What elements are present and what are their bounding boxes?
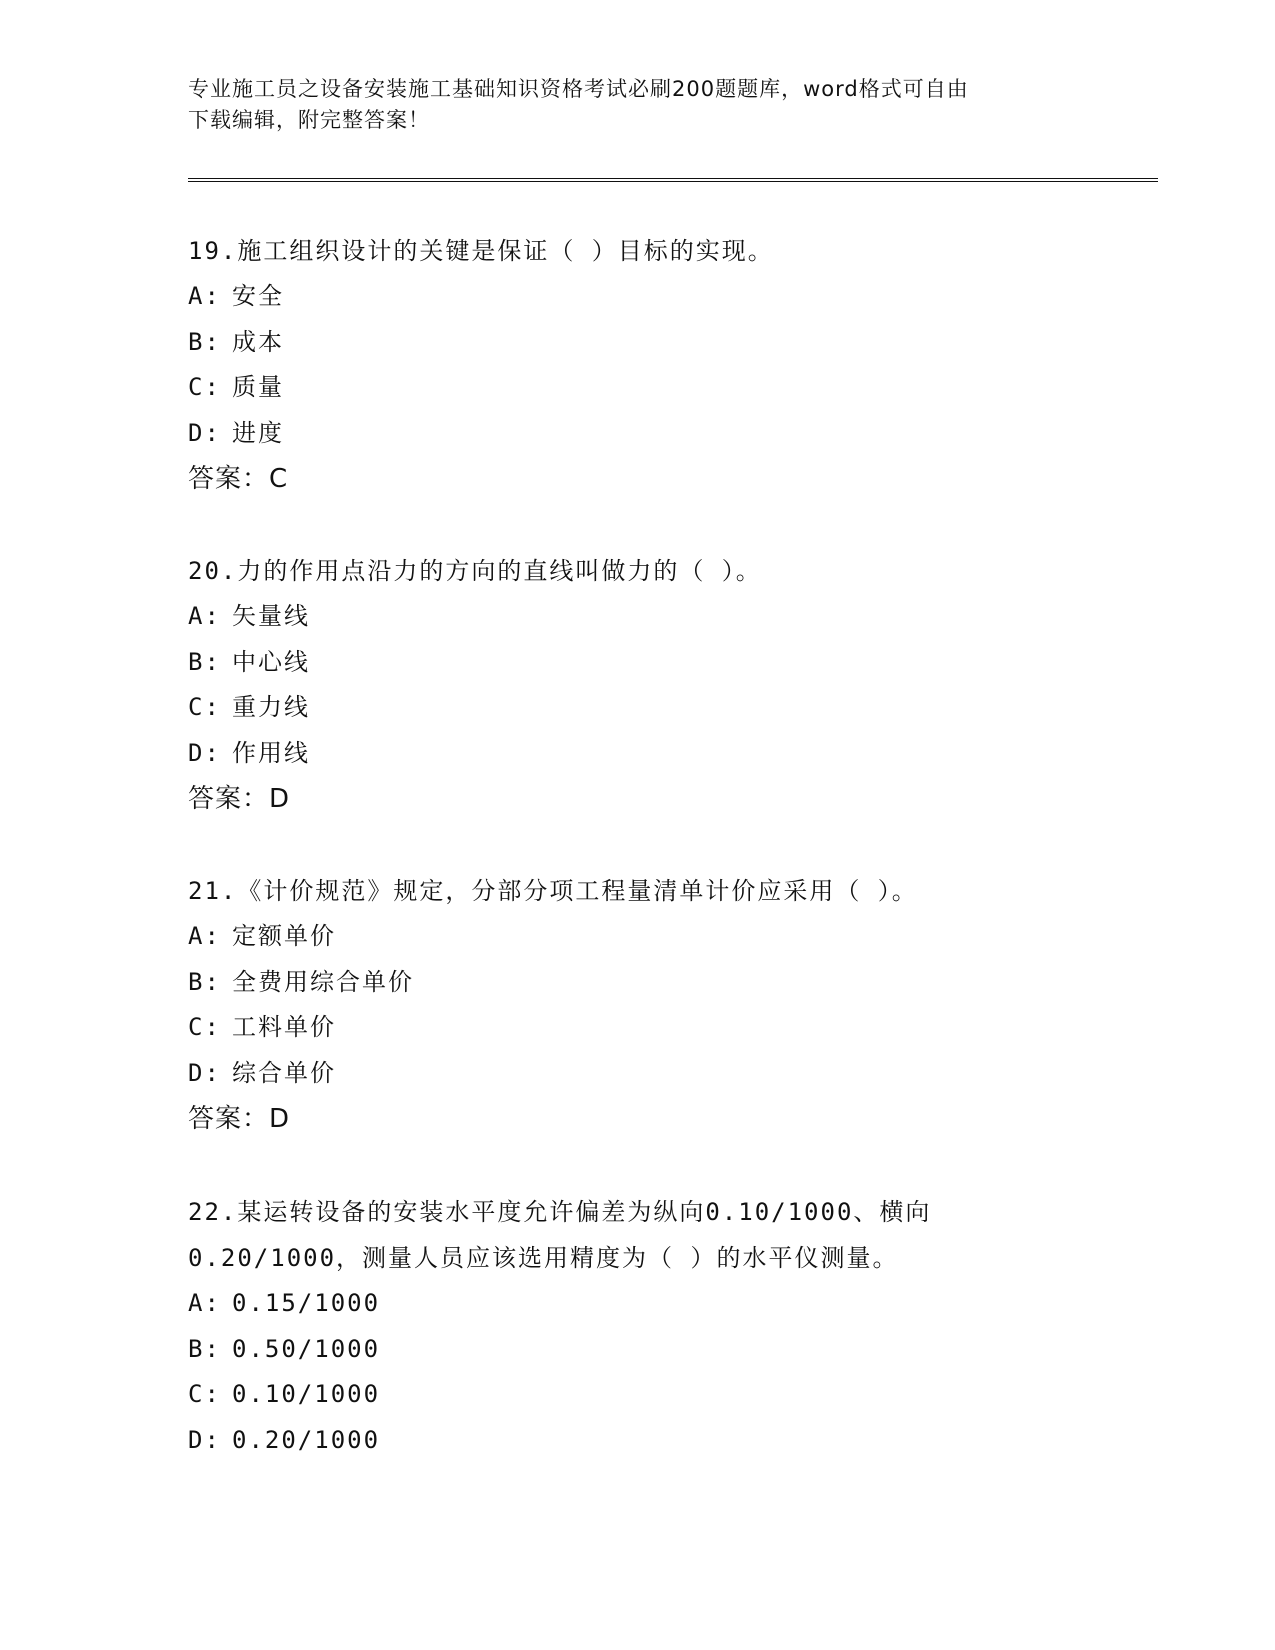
option-letter: D: <box>188 1058 221 1087</box>
option-text: 综合单价 <box>232 1058 336 1087</box>
option-a <box>188 274 1188 320</box>
option-letter: A: <box>188 922 221 950</box>
header-line-1: 专业施工员之设备安装施工基础知识资格考试必刷200题题库，word格式可自由 <box>188 77 969 101</box>
answer-line: 答案：D <box>188 784 291 814</box>
option-b <box>188 640 1188 686</box>
option-c <box>188 1372 1188 1418</box>
question-stem-line-2: 0.20/1000，测量人员应该选用精度为（ ）的水平仪测量。 <box>188 1244 899 1272</box>
option-a <box>188 1281 1188 1327</box>
option-d <box>188 731 1188 777</box>
option-letter: C: <box>188 693 221 721</box>
option-text: 定额单价 <box>232 922 336 950</box>
option-d <box>188 1418 1188 1464</box>
question-21 <box>188 868 1188 1142</box>
option-text: 进度 <box>232 418 284 447</box>
option-text: 0.50/1000 <box>232 1334 381 1363</box>
question-19 <box>188 228 1188 502</box>
option-letter: C: <box>188 373 221 401</box>
option-letter: D: <box>188 1425 221 1454</box>
question-20 <box>188 548 1188 822</box>
option-letter: D: <box>188 418 221 447</box>
option-c <box>188 1005 1188 1051</box>
option-letter: A: <box>188 1289 221 1317</box>
option-text: 质量 <box>232 373 284 401</box>
option-letter: B: <box>188 1334 221 1363</box>
document-header <box>188 74 1088 136</box>
option-c <box>188 685 1188 731</box>
option-d <box>188 411 1188 457</box>
option-a <box>188 594 1188 640</box>
option-text: 0.15/1000 <box>232 1289 381 1317</box>
question-stem: 20.力的作用点沿力的方向的直线叫做力的（ ）。 <box>188 557 762 585</box>
option-text: 作用线 <box>232 738 310 767</box>
header-line-2: 下载编辑，附完整答案！ <box>188 108 430 132</box>
option-text: 矢量线 <box>232 602 310 630</box>
question-stem: 19.施工组织设计的关键是保证（ ）目标的实现。 <box>188 237 774 265</box>
answer-line: 答案：C <box>188 464 289 494</box>
option-text: 全费用综合单价 <box>232 967 414 996</box>
option-c <box>188 365 1188 411</box>
option-letter: B: <box>188 647 221 676</box>
option-text: 0.10/1000 <box>232 1380 381 1408</box>
option-letter: C: <box>188 1380 221 1408</box>
option-text: 成本 <box>232 327 284 356</box>
option-letter: B: <box>188 327 221 356</box>
option-letter: D: <box>188 738 221 767</box>
option-b <box>188 960 1188 1006</box>
option-b <box>188 320 1188 366</box>
option-text: 0.20/1000 <box>232 1425 381 1454</box>
option-text: 重力线 <box>232 693 310 721</box>
option-letter: B: <box>188 967 221 996</box>
answer-line: 答案：D <box>188 1104 291 1134</box>
option-text: 安全 <box>232 282 284 310</box>
option-a <box>188 914 1188 960</box>
option-d <box>188 1051 1188 1097</box>
option-b <box>188 1327 1188 1373</box>
option-text: 中心线 <box>232 647 310 676</box>
option-letter: A: <box>188 282 221 310</box>
option-text: 工料单价 <box>232 1013 336 1041</box>
option-letter: C: <box>188 1013 221 1041</box>
question-stem: 21.《计价规范》规定，分部分项工程量清单计价应采用（ ）。 <box>188 877 918 905</box>
header-divider <box>188 178 1158 182</box>
option-letter: A: <box>188 602 221 630</box>
question-22 <box>188 1189 1188 1463</box>
question-stem-line-1: 22.某运转设备的安装水平度允许偏差为纵向0.10/1000、横向 <box>188 1198 932 1226</box>
